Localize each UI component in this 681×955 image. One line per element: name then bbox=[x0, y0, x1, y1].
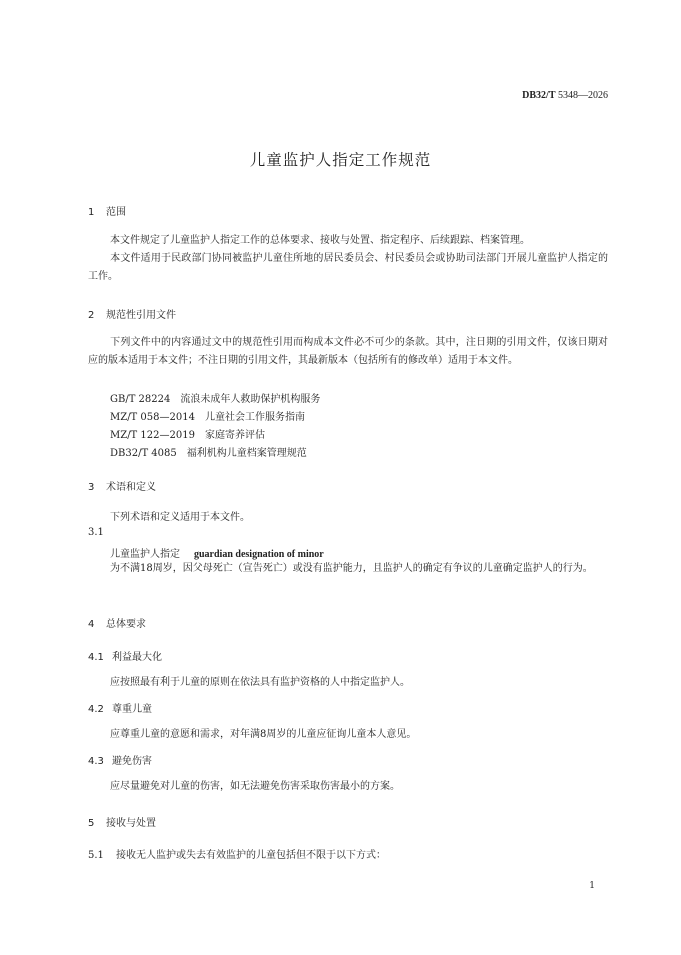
subsection-3-1-number: 3.1 bbox=[88, 527, 104, 538]
subsection-4-1-text: 应按照最有利于儿童的原则在依法具有监护资格的人中指定监护人。 bbox=[110, 677, 410, 688]
section-5-heading: 5 接收与处置 bbox=[88, 818, 156, 829]
subsection-4-2-text: 应尊重儿童的意愿和需求，对年满8周岁的儿童应征询儿童本人意见。 bbox=[110, 729, 417, 740]
term-definition: 为不满18周岁，因父母死亡（宣告死亡）或没有监护能力，且监护人的确定有争议的儿童确定监护人的行为。 bbox=[110, 563, 593, 574]
reference-4: DB32/T 4085 福利机构儿童档案管理规范 bbox=[110, 448, 307, 459]
subsection-4-2-heading: 4.2 尊重儿童 bbox=[88, 704, 152, 715]
subsection-5-1-text: 5.1 接收无人监护或失去有效监护的儿童包括但不限于以下方式： bbox=[88, 850, 386, 861]
section-1-heading: 1 范围 bbox=[88, 207, 126, 218]
section-1-paragraph-1: 本文件规定了儿童监护人指定工作的总体要求、接收与处置、指定程序、后续跟踪、档案管理。 bbox=[110, 235, 530, 246]
reference-1: GB/T 28224 流浪未成年人救助保护机构服务 bbox=[110, 394, 321, 405]
subsection-4-3-text: 应尽量避免对儿童的伤害，如无法避免伤害采取伤害最小的方案。 bbox=[110, 781, 400, 792]
reference-3: MZ/T 122—2019 家庭寄养评估 bbox=[110, 430, 265, 441]
section-2-heading: 2 规范性引用文件 bbox=[88, 310, 176, 321]
section-4-heading: 4 总体要求 bbox=[88, 619, 146, 630]
reference-2: MZ/T 058—2014 儿童社会工作服务指南 bbox=[110, 412, 305, 423]
subsection-4-1-heading: 4.1 利益最大化 bbox=[88, 652, 162, 663]
subsection-4-3-heading: 4.3 避免伤害 bbox=[88, 756, 152, 767]
page-number: 1 bbox=[589, 881, 595, 891]
section-1-paragraph-2: 本文件适用于民政部门协同被监护儿童住所地的居民委员会、村民委员会或协助司法部门开展儿童监护人指定的工作。 bbox=[88, 253, 608, 282]
section-3-paragraph-1: 下列术语和定义适用于本文件。 bbox=[110, 512, 250, 523]
term-entry: 儿童监护人指定 guardian designation of minor bbox=[110, 549, 324, 560]
document-title: 儿童监护人指定工作规范 bbox=[249, 151, 432, 169]
standard-code: DB32/T 5348—2026 bbox=[522, 90, 608, 101]
section-2-paragraph-1: 下列文件中的内容通过文中的规范性引用而构成本文件必不可少的条款。其中，注日期的引用文件，仅该日期对应的版本适用于本文件；不注日期的引用文件，其最新版本（包括所有的修改单）适用于本文件。 bbox=[88, 337, 608, 366]
section-3-heading: 3 术语和定义 bbox=[88, 482, 156, 493]
